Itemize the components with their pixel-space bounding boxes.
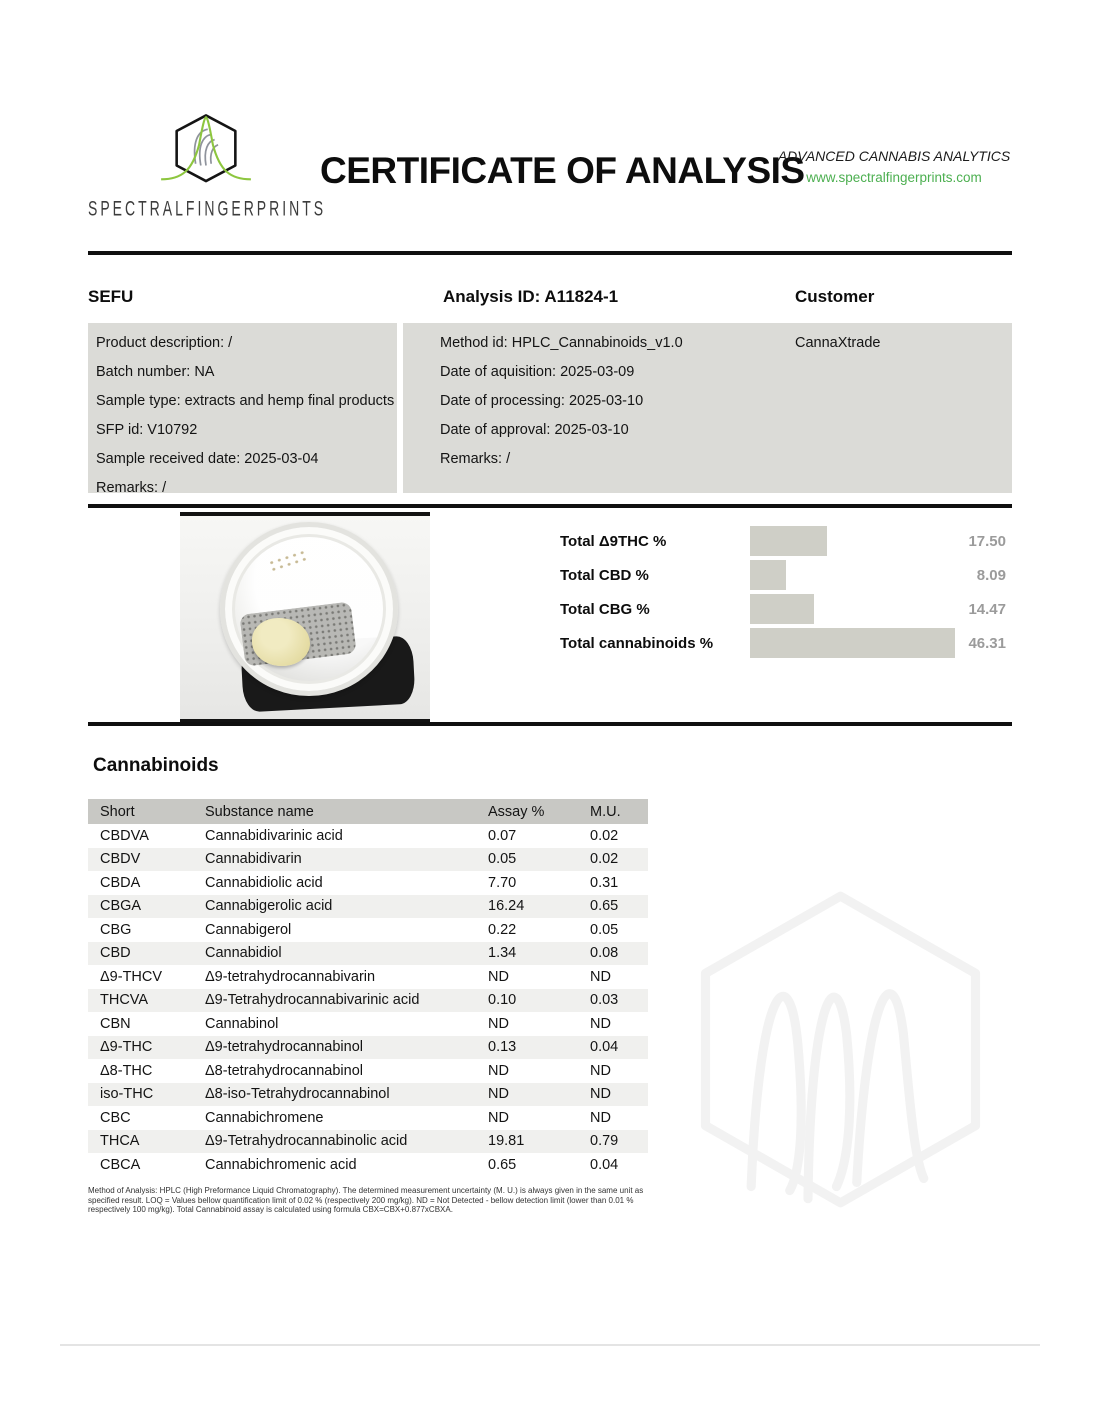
table-cell: Δ9-Tetrahydrocannabivarinic acid — [205, 992, 420, 1009]
table-cell: Cannabidivarinic acid — [205, 827, 343, 844]
table-cell: ND — [590, 1086, 611, 1103]
table-cell: THCVA — [100, 992, 149, 1009]
table-cell: Δ9-tetrahydrocannabinol — [205, 1039, 364, 1056]
summary-label: Total CBD % — [560, 566, 649, 584]
info-line: Method id: HPLC_Cannabinoids_v1.0 — [440, 335, 683, 351]
table-cell: 0.65 — [488, 1156, 517, 1173]
info-line: Remarks: / — [96, 480, 167, 496]
cannabinoids-title: Cannabinoids — [93, 755, 219, 776]
table-cell: ND — [488, 968, 509, 985]
table-cell: ND — [590, 968, 611, 985]
table-row — [88, 871, 648, 895]
table-cell: iso-THC — [100, 1086, 154, 1103]
summary-label: Total Δ9THC % — [560, 532, 667, 550]
table-row — [88, 824, 648, 848]
table-cell: ND — [488, 1109, 509, 1126]
table-cell: Cannabichromene — [205, 1109, 324, 1126]
summary-label: Total cannabinoids % — [560, 634, 714, 652]
table-cell: 0.05 — [590, 921, 619, 938]
table-row — [88, 1106, 648, 1130]
table-row — [88, 965, 648, 989]
table-row — [88, 848, 648, 872]
info-line: Product description: / — [96, 335, 233, 351]
divider-sample-bottom — [88, 722, 1012, 726]
table-cell: ND — [590, 1062, 611, 1079]
info-line: Date of processing: 2025-03-10 — [440, 393, 644, 409]
summary-bar — [750, 526, 827, 556]
table-cell: CBCA — [100, 1156, 141, 1173]
info-line: Remarks: / — [440, 451, 511, 467]
table-row — [88, 1012, 648, 1036]
table-row — [88, 1153, 648, 1177]
table-cell: 16.24 — [488, 898, 525, 915]
header-tagline: ADVANCED CANNABIS ANALYTICS — [777, 148, 1011, 164]
table-row — [88, 1036, 648, 1060]
table-cell: 0.13 — [488, 1039, 517, 1056]
table-cell: Δ8-iso-Tetrahydrocannabinol — [205, 1086, 390, 1103]
table-row — [88, 918, 648, 942]
analysis-id: Analysis ID: A11824-1 — [443, 287, 619, 306]
table-cell: 0.07 — [488, 827, 517, 844]
table-cell: 19.81 — [488, 1133, 525, 1150]
table-cell: CBDVA — [100, 827, 149, 844]
column-header: Assay % — [488, 803, 545, 820]
column-header: Short — [100, 803, 135, 820]
table-cell: CBDV — [100, 851, 141, 868]
table-cell: 0.08 — [590, 945, 619, 962]
table-cell: Δ9-tetrahydrocannabivarin — [205, 968, 376, 985]
summary-label: Total CBG % — [560, 600, 650, 618]
summary-bar-area — [750, 526, 955, 556]
table-header-row — [88, 799, 648, 824]
info-line: Batch number: NA — [96, 364, 215, 380]
customer-name: CannaXtrade — [795, 335, 881, 351]
info-line: Sample received date: 2025-03-04 — [96, 451, 319, 467]
table-cell: 0.04 — [590, 1156, 619, 1173]
info-line: Date of aquisition: 2025-03-09 — [440, 364, 635, 380]
info-line: Sample type: extracts and hemp final products — [96, 393, 395, 409]
summary-value: 17.50 — [968, 532, 1006, 550]
table-row — [88, 989, 648, 1013]
info-line: Date of approval: 2025-03-10 — [440, 422, 629, 438]
table-cell: THCA — [100, 1133, 140, 1150]
website-link[interactable]: www.spectralfingerprints.com — [806, 170, 982, 185]
table-cell: 0.22 — [488, 921, 517, 938]
table-cell: ND — [488, 1062, 509, 1079]
summary-row — [560, 592, 1010, 626]
table-cell: Δ8-tetrahydrocannabinol — [205, 1062, 364, 1079]
summary-bar — [750, 560, 786, 590]
table-cell: ND — [488, 1015, 509, 1032]
table-row — [88, 942, 648, 966]
extract-chunk — [252, 618, 310, 666]
table-cell: CBD — [100, 945, 131, 962]
document-title: CERTIFICATE OF ANALYSIS — [320, 150, 805, 191]
summary-value: 14.47 — [968, 600, 1006, 618]
table-cell: 0.04 — [590, 1039, 619, 1056]
brand-wordmark: SPECTRALFINGERPRINTS — [88, 196, 327, 220]
table-cell: 1.34 — [488, 945, 517, 962]
divider-sample-top — [88, 504, 1012, 508]
method-footnote: Method of Analysis: HPLC (High Preformance Liquid Chromatography). The determined measurement uncertainty (M. U.) is always given in the same unit as specified result. LOQ = Values bellow quantification limit of 0.02 % (respectively 200 mg/kg). ND = Not Detected - bellow detection limit (lower than 0.01 % respectively 100 mg/kg). Total Cannabinoid assay is calculated using formula CBX=CBX+0.877xCBXA. — [88, 1186, 644, 1214]
table-cell: 0.65 — [590, 898, 619, 915]
cannabinoids-table — [88, 799, 648, 1177]
customer-label: Customer — [795, 287, 875, 306]
summary-value: 46.31 — [968, 634, 1006, 652]
analysis-info-list — [440, 329, 683, 474]
table-cell: 0.03 — [590, 992, 619, 1009]
table-row — [88, 895, 648, 919]
table-row — [88, 1130, 648, 1154]
table-cell: ND — [590, 1109, 611, 1126]
table-cell: 0.02 — [590, 827, 619, 844]
table-cell: 0.31 — [590, 874, 619, 891]
table-cell: ND — [488, 1086, 509, 1103]
summary-bar-area — [750, 594, 955, 624]
summary-value: 8.09 — [976, 566, 1006, 584]
table-cell: Cannabidiol — [205, 945, 282, 962]
watermark-logo — [688, 882, 993, 1217]
summary-row — [560, 558, 1010, 592]
table-cell: CBN — [100, 1015, 131, 1032]
table-cell: ND — [590, 1015, 611, 1032]
table-cell: 0.79 — [590, 1133, 619, 1150]
table-cell: 0.10 — [488, 992, 517, 1009]
column-header: Substance name — [205, 803, 314, 820]
info-line: SFP id: V10792 — [96, 422, 198, 438]
table-cell: Δ9-Tetrahydrocannabinolic acid — [205, 1133, 408, 1150]
summary-bar-area — [750, 560, 955, 590]
table-cell: CBDA — [100, 874, 141, 891]
table-cell: Cannabidivarin — [205, 851, 302, 868]
page-footer-rule — [60, 1344, 1040, 1346]
table-cell: Cannabinol — [205, 1015, 279, 1032]
table-cell: 7.70 — [488, 874, 517, 891]
table-cell: 0.05 — [488, 851, 517, 868]
column-header: M.U. — [590, 803, 621, 820]
table-cell: CBG — [100, 921, 132, 938]
sample-photo — [180, 512, 430, 722]
sample-info-list — [96, 329, 394, 503]
summary-chart — [560, 524, 1010, 660]
summary-bar — [750, 628, 955, 658]
table-cell: Δ8-THC — [100, 1062, 153, 1079]
table-cell: CBGA — [100, 898, 142, 915]
table-row — [88, 1083, 648, 1107]
table-cell: CBC — [100, 1109, 131, 1126]
divider-top — [88, 251, 1012, 255]
table-cell: Δ9-THC — [100, 1039, 153, 1056]
table-cell: Cannabigerol — [205, 921, 292, 938]
summary-bar — [750, 594, 814, 624]
summary-row — [560, 626, 1010, 660]
table-row — [88, 1059, 648, 1083]
brand-logo-icon — [150, 112, 262, 194]
table-cell: Δ9-THCV — [100, 968, 163, 985]
summary-bar-area — [750, 628, 955, 658]
sample-name: SEFU — [88, 287, 134, 306]
table-cell: 0.02 — [590, 851, 619, 868]
summary-row — [560, 524, 1010, 558]
table-cell: Cannabigerolic acid — [205, 898, 333, 915]
table-cell: Cannabidiolic acid — [205, 874, 323, 891]
table-cell: Cannabichromenic acid — [205, 1156, 357, 1173]
